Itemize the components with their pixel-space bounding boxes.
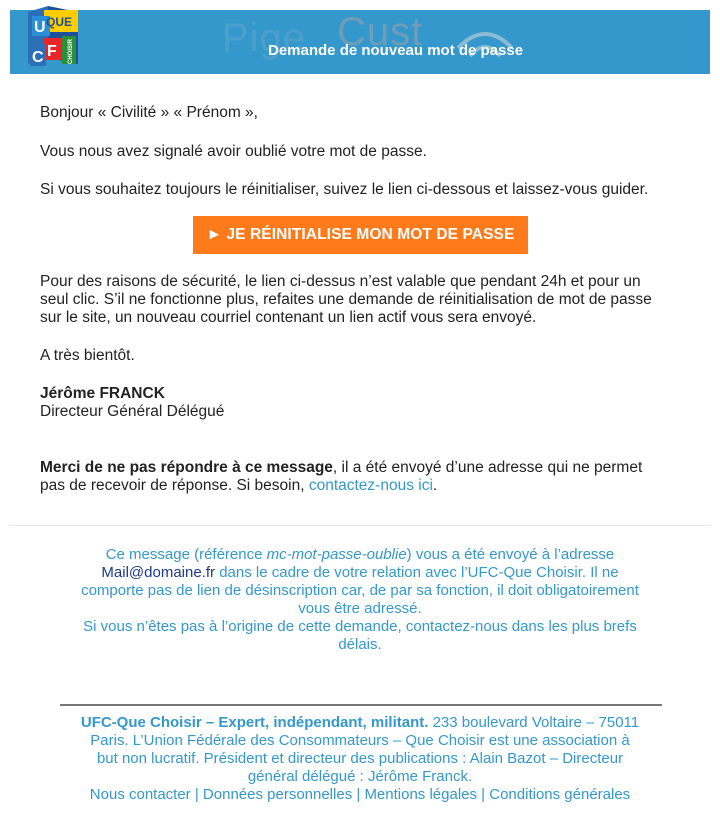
footer-tagline: UFC-Que Choisir – Expert, indépendant, militant.: [80, 714, 429, 731]
header-title: Demande de nouveau mot de passe: [268, 42, 524, 59]
security-line-3: sur le site, un nouveau courriel contenant un lien actif vous sera envoyé.: [40, 309, 537, 326]
footer-link-separator: |: [352, 786, 365, 803]
footer-legal-text: Paris. L’Union Fédérale des Consommateurs – Que Choisir est une association à: [90, 732, 630, 749]
notice-text: délais.: [338, 636, 382, 653]
footer-links: [50, 786, 670, 804]
footer-legal-text: but non lucratif. Président et directeur des publications : Alain Bazot – Directeur: [96, 750, 624, 767]
closing: A très bientôt.: [40, 347, 135, 364]
footer-link-separator: |: [477, 786, 490, 803]
notice-text: vous être adressé.: [298, 600, 422, 617]
paragraph-forgot: Vous nous avez signalé avoir oublié votre mot de passe.: [40, 143, 427, 160]
notice-text: dans le cadre de votre relation avec l’UFC-Que Choisir. Il ne: [215, 564, 619, 581]
signature-title: Directeur Général Délégué: [40, 403, 225, 420]
footer-notice: [50, 546, 670, 654]
notice-text: comporte pas de lien de désinscription car, de par sa fonction, il doit obligatoirement: [81, 582, 639, 599]
security-line-2: seul clic. S’il ne fonctionne plus, refaites une demande de réinitialisation de mot de passe: [40, 291, 652, 308]
paragraph-security: [40, 273, 680, 327]
ufc-que-choisir-logo: [22, 2, 82, 74]
no-reply-end: .: [432, 477, 438, 494]
footer-link-contact[interactable]: Nous contacter: [89, 786, 191, 803]
footer-legal-text: général délégué : Jérôme Franck.: [247, 768, 473, 785]
divider: [10, 525, 710, 526]
watermark: [222, 10, 522, 70]
footer-link-legal[interactable]: Mentions légales: [364, 786, 478, 803]
footer-link-separator: |: [190, 786, 203, 803]
notice-text: ) vous a été envoyé à l’adresse: [406, 546, 615, 563]
footer-address: 233 boulevard Voltaire – 75011: [428, 714, 640, 731]
signature-name: Jérôme FRANCK: [40, 385, 165, 402]
email-header: [10, 10, 710, 74]
notice-text: Ce message (référence: [105, 546, 267, 563]
logo-f: F: [47, 43, 57, 60]
logo-u: U: [34, 19, 46, 36]
notice-text: Si vous n’êtes pas à l’origine de cette demande, contactez-nous dans les plus brefs: [83, 618, 637, 635]
footer-link-privacy[interactable]: Données personnelles: [202, 786, 353, 803]
paragraph-no-reply: [40, 459, 680, 495]
logo-choisir: CHOISIR: [68, 38, 74, 64]
no-reply-line-2: pas de recevoir de réponse. Si besoin,: [40, 477, 309, 494]
reset-password-button[interactable]: ► JE RÉINITIALISE MON MOT DE PASSE: [193, 216, 528, 254]
footer-link-terms[interactable]: Conditions générales: [489, 786, 631, 803]
recipient-email: Mail@domaine.fr: [101, 564, 216, 581]
security-line-1: Pour des raisons de sécurité, le lien ci-dessus n’est valable que pendant 24h et pour un: [40, 273, 641, 290]
no-reply-rest: , il a été envoyé d’une adresse qui ne permet: [332, 459, 643, 476]
contact-us-link[interactable]: contactez-nous ici: [308, 477, 433, 494]
paragraph-reset-instructions: Si vous souhaitez toujours le réinitialiser, suivez le lien ci-dessous et laissez-vous guider.: [40, 181, 649, 198]
watermark-cust: Cust: [337, 10, 424, 54]
logo-c: C: [32, 49, 44, 66]
logo-que: QUE: [46, 15, 73, 29]
footer-legal: [50, 714, 670, 804]
footer-divider: [60, 704, 662, 706]
greeting: Bonjour « Civilité » « Prénom »,: [40, 104, 258, 121]
no-reply-bold: Merci de ne pas répondre à ce message: [40, 459, 333, 476]
watermark-pige: Pige: [222, 16, 307, 60]
notice-reference: mc-mot-passe-oublie: [266, 546, 407, 563]
